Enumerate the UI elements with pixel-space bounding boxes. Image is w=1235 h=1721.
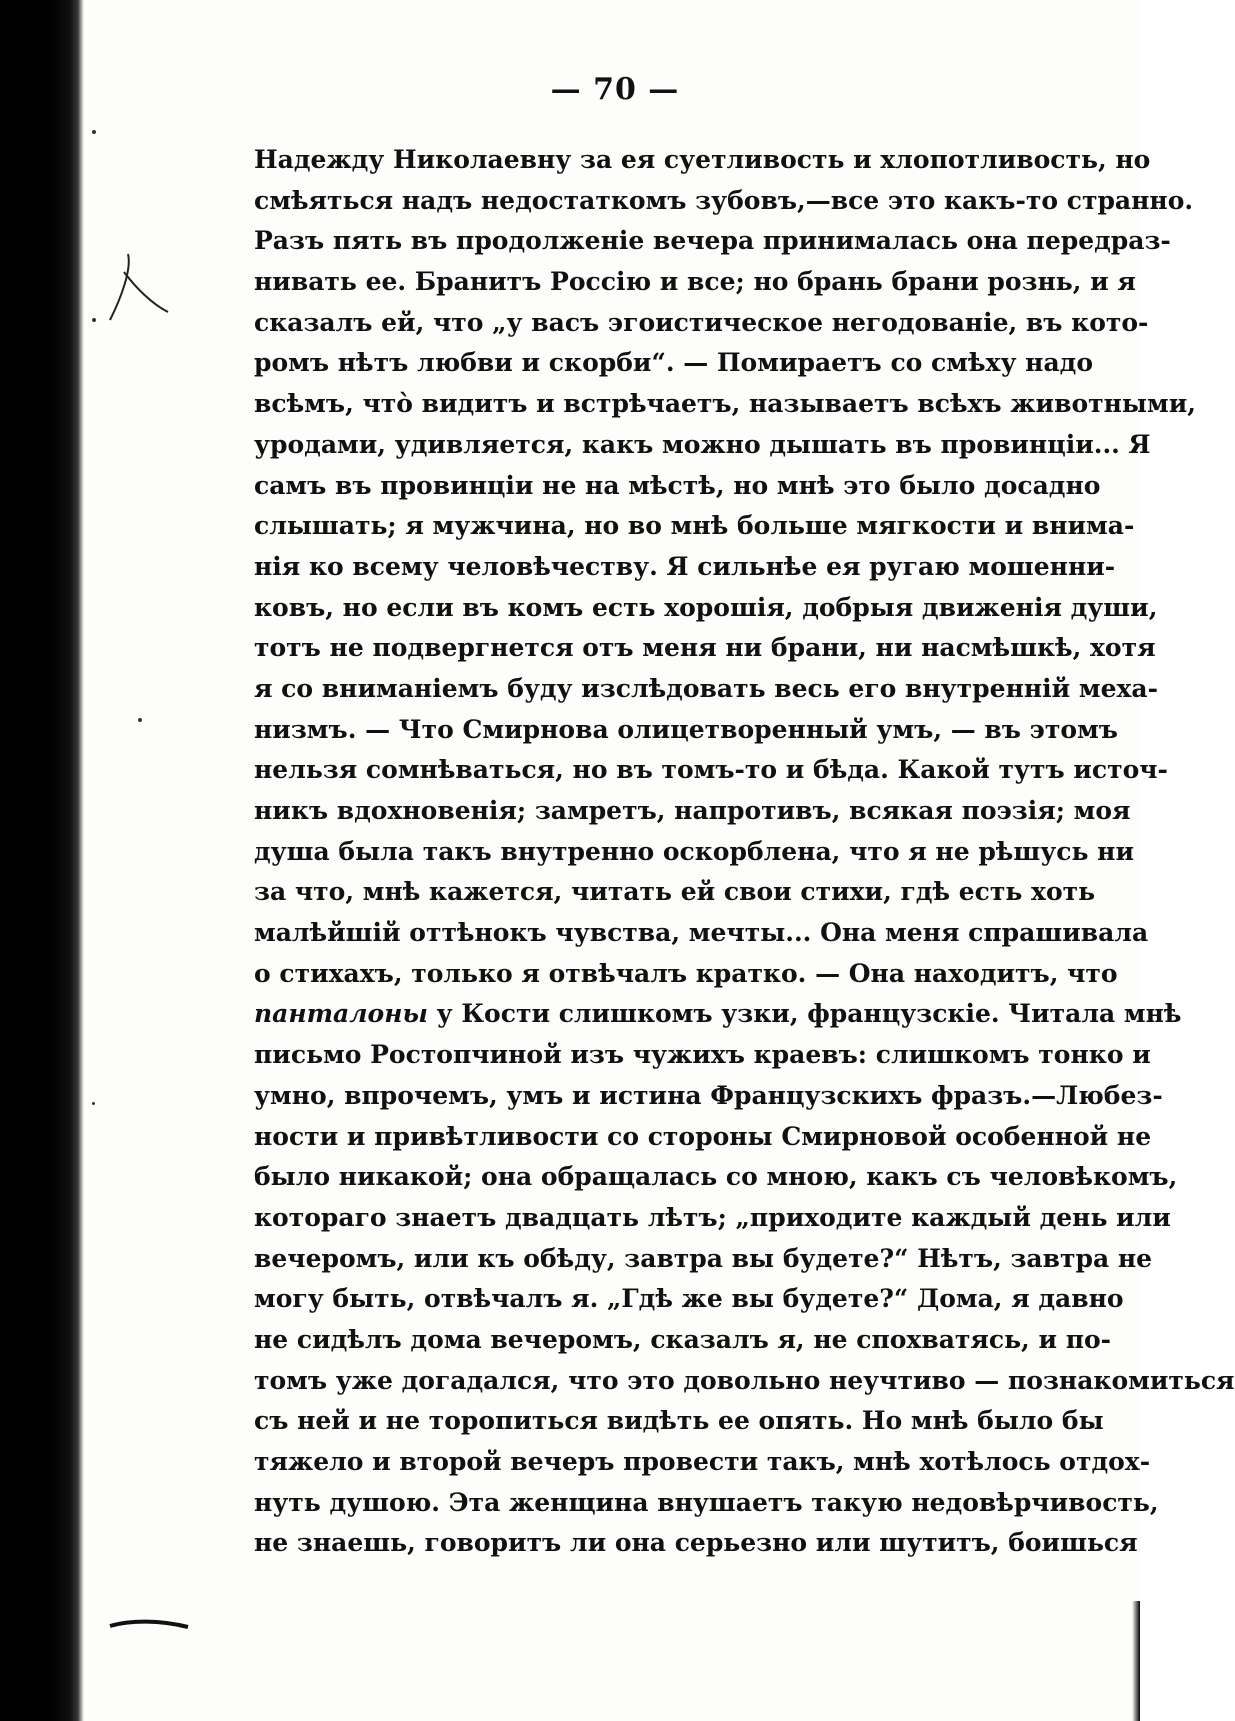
text-line: нуть душою. Эта женщина внушаетъ такую недовѣрчивость,: [254, 1487, 1159, 1517]
text-line: не сидѣлъ дома вечеромъ, сказалъ я, не спохватясь, и по-: [254, 1324, 1112, 1354]
text-line: нія ко всему человѣчеству. Я сильнѣе ея ругаю мошенни-: [254, 551, 1116, 581]
text-line: котораго знаетъ двадцать лѣтъ; „приходите каждый день или: [254, 1202, 1171, 1232]
italic-word: панталоны: [254, 999, 428, 1029]
bottom-smudge: [110, 1618, 190, 1632]
text-line: томъ уже догадался, что это довольно неучтиво — познакомиться: [254, 1365, 1235, 1395]
text-line-rest: у Кости слишкомъ узки, французскіе. Читала мнѣ: [436, 999, 1182, 1029]
scan-speck: [138, 718, 142, 722]
text-line: я со вниманіемъ буду изслѣдовать весь его внутренній меха-: [254, 673, 1159, 703]
scan-speck: [92, 1102, 95, 1105]
text-line: о стихахъ, только я отвѣчалъ кратко. — Она находитъ, что: [254, 958, 1118, 988]
text-line: Надежду Николаевну за ея суетливость и хлопотливость, но: [254, 145, 1151, 174]
right-edge-shadow: [1132, 1601, 1140, 1721]
text-line: не знаешь, говоритъ ли она серьезно или шутитъ, боишься: [254, 1528, 1138, 1558]
text-line: могу быть, отвѣчалъ я. „Гдѣ же вы будете?“ Дома, я давно: [254, 1284, 1124, 1314]
text-line: Разъ пять въ продолженіе вечера принималась она передраз-: [254, 226, 1171, 256]
text-line: ковъ, но если въ комъ есть хорошія, добрыя движенія души,: [254, 592, 1158, 622]
binding-shadow: [0, 0, 84, 1721]
body-text: [254, 140, 1235, 1564]
text-line: душа была такъ внутренно оскорблена, что я не рѣшусь ни: [254, 836, 1134, 866]
text-line: вечеромъ, или къ обѣду, завтра вы будете?“ Нѣтъ, завтра не: [254, 1243, 1153, 1273]
text-line: тотъ не подвергнется отъ меня ни брани, ни насмѣшкѣ, хотя: [254, 633, 1156, 663]
text-line: низмъ. — Что Смирнова олицетворенный умъ, — въ этомъ: [254, 714, 1118, 744]
text-line: письмо Ростопчиной изъ чужихъ краевъ: слишкомъ тонко и: [254, 1040, 1151, 1070]
text-line: нельзя сомнѣваться, но въ томъ-то и бѣда. Какой тутъ источ-: [254, 755, 1168, 785]
text-line: съ ней и не торопиться видѣть ее опять. Но мнѣ было бы: [254, 1406, 1104, 1436]
text-line: самъ въ провинціи не на мѣстѣ, но мнѣ это было досадно: [254, 470, 1101, 500]
text-line: умно, впрочемъ, умъ и истина Французскихъ фразъ.—Любез-: [254, 1080, 1163, 1110]
page-number: — 70 —: [550, 72, 680, 107]
text-line: было никакой; она обращалась со мною, какъ съ человѣкомъ,: [254, 1162, 1178, 1192]
text-line: ности и привѣтливости со стороны Смирновой особенной не: [254, 1121, 1152, 1151]
text-line: всѣмъ, что̀ видитъ и встрѣчаетъ, называетъ всѣхъ животными,: [254, 389, 1196, 419]
text-line: сказалъ ей, что „у васъ эгоистическое негодованіе, въ кото-: [254, 307, 1149, 337]
text-line: смѣяться надъ недостаткомъ зубовъ,—все это какъ-то странно.: [254, 185, 1194, 215]
binding-spine: [0, 0, 12, 1721]
scan-speck: [92, 318, 96, 322]
text-line-with-italic: [254, 994, 1182, 1035]
text-line: малѣйшій оттѣнокъ чувства, мечты... Она меня спрашивала: [254, 918, 1149, 948]
scan-speck: [92, 130, 96, 134]
text-line: ромъ нѣтъ любви и скорби“. — Помираетъ со смѣху надо: [254, 348, 1094, 378]
text-line: нивать ее. Бранитъ Россію и все; но брань брани рознь, и я: [254, 267, 1136, 297]
text-line: никъ вдохновенія; замретъ, напротивъ, всякая поэзія; моя: [254, 796, 1131, 825]
text-line: тяжело и второй вечеръ провести такъ, мнѣ хотѣлось отдох-: [254, 1447, 1151, 1476]
text-line: уродами, удивляется, какъ можно дышать въ провинціи... Я: [254, 429, 1151, 459]
text-line: за что, мнѣ кажется, читать ей свои стихи, гдѣ есть хоть: [254, 877, 1096, 907]
text-line: слышать; я мужчина, но во мнѣ больше мягкости и внима-: [254, 511, 1135, 541]
handwritten-margin-mark: [106, 250, 170, 330]
